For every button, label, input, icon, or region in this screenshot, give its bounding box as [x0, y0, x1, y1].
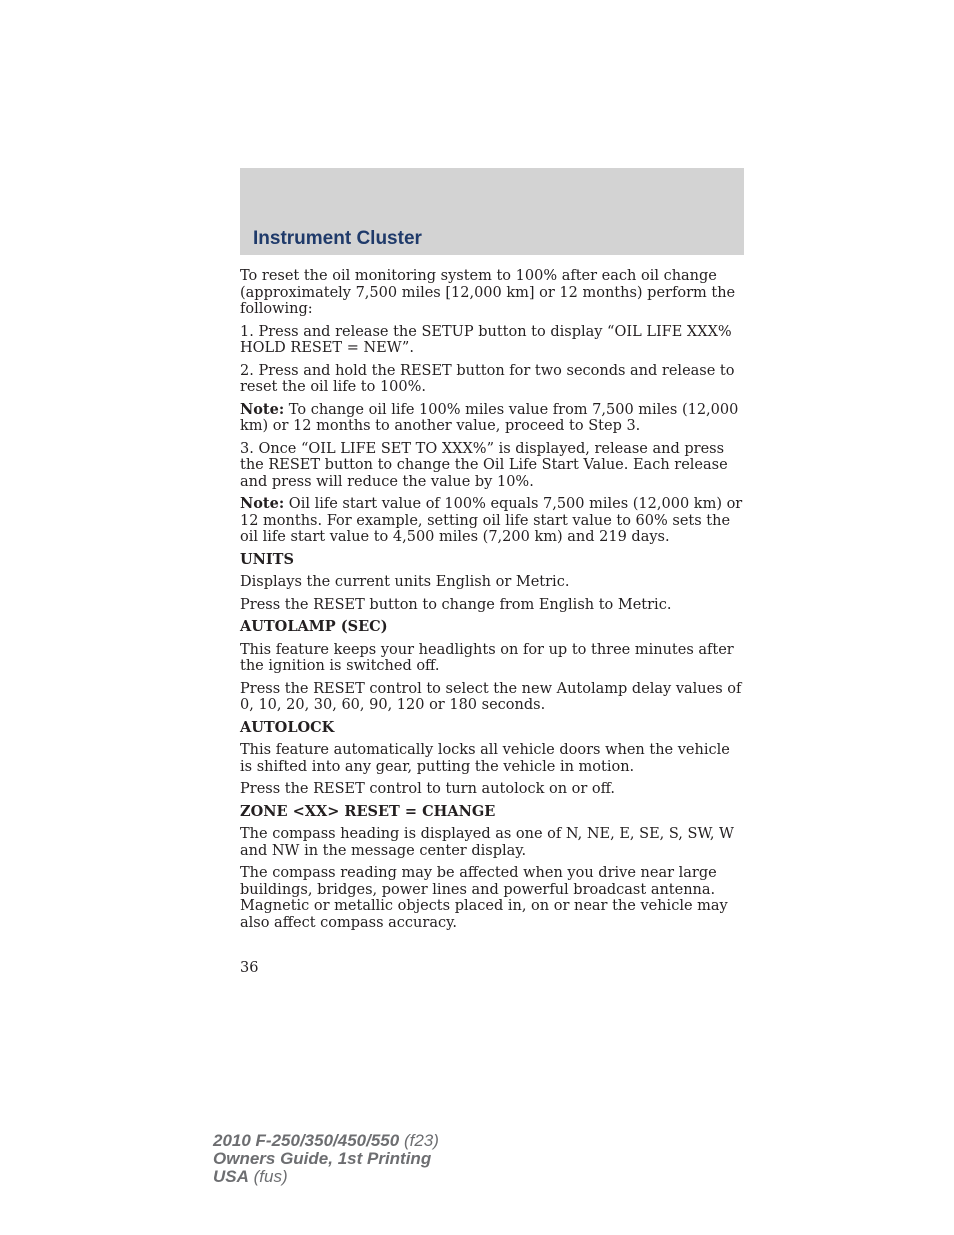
autolamp-heading: AUTOLAMP (SEC) — [240, 618, 388, 635]
zone-heading: ZONE <XX> RESET = CHANGE — [240, 802, 496, 820]
autolock-paragraph-2: Press the RESET control to turn autolock on or off. — [240, 781, 616, 797]
footer-region: USA — [213, 1167, 249, 1186]
note-1-label: Note: — [240, 400, 285, 418]
footer-line-2: Owners Guide, 1st Printing — [213, 1149, 432, 1168]
note-1-paragraph — [240, 402, 744, 435]
document-footer — [213, 1132, 439, 1186]
units-heading: UNITS — [240, 550, 294, 568]
autolamp-paragraph-2: Press the RESET control to select the new Autolamp delay values of 0, 10, 20, 30, 60, 90, 120 or 180 seconds. — [240, 680, 742, 713]
step-2-paragraph: 2. Press and hold the RESET button for two seconds and release to reset the oil life to 100%. — [240, 362, 735, 395]
autolock-paragraph-1: This feature automatically locks all vehicle doors when the vehicle is shifted into any gear, putting the vehicle in motion. — [240, 742, 730, 775]
footer-line-3 — [213, 1168, 439, 1186]
zone-paragraph-1: The compass heading is displayed as one of N, NE, E, SE, S, SW, W and NW in the message center display. — [240, 826, 734, 859]
intro-paragraph: To reset the oil monitoring system to 100% after each oil change (approximately 7,500 miles [12,000 km] or 12 months) perform the following: — [240, 268, 736, 317]
step-1-paragraph: 1. Press and release the SETUP button to display “OIL LIFE XXX% HOLD RESET = NEW”. — [240, 323, 732, 356]
note-2-text: Oil life start value of 100% equals 7,500 miles (12,000 km) or 12 months. For example, setting oil life start value to 60% sets the oil life start value to 4,500 miles (7,200 km) and 219 days. — [240, 496, 743, 545]
units-paragraph-2: Press the RESET button to change from English to Metric. — [240, 596, 672, 613]
footer-model: 2010 F-250/350/450/550 — [213, 1131, 400, 1150]
note-2-label: Note: — [240, 495, 285, 512]
page-number: 36 — [240, 960, 259, 976]
note-1-text: To change oil life 100% miles value from 7,500 miles (12,000 km) or 12 months to another value, proceed to Step 3. — [240, 401, 739, 434]
section-title: Instrument Cluster — [253, 228, 422, 249]
footer-line-1 — [213, 1132, 439, 1150]
section-header-band — [240, 168, 744, 255]
step-3-paragraph: 3. Once “OIL LIFE SET TO XXX%” is displayed, release and press the RESET button to change the Oil Life Start Value. Each release and press will reduce the value by 10%. — [240, 440, 728, 490]
units-paragraph-1: Displays the current units English or Metric. — [240, 574, 570, 590]
autolamp-paragraph-1: This feature keeps your headlights on for up to three minutes after the ignition is switched off. — [240, 641, 734, 674]
note-2-paragraph — [240, 496, 744, 546]
footer-model-code: (f23) — [399, 1131, 439, 1150]
zone-paragraph-2: The compass reading may be affected when you drive near large buildings, bridges, power lines and powerful broadcast antenna. Magnetic or metallic objects placed in, on or near the vehicle may also affect compass accuracy. — [240, 865, 728, 931]
page-content — [240, 268, 744, 937]
autolock-heading: AUTOLOCK — [240, 718, 335, 736]
footer-region-code: (fus) — [248, 1167, 288, 1186]
